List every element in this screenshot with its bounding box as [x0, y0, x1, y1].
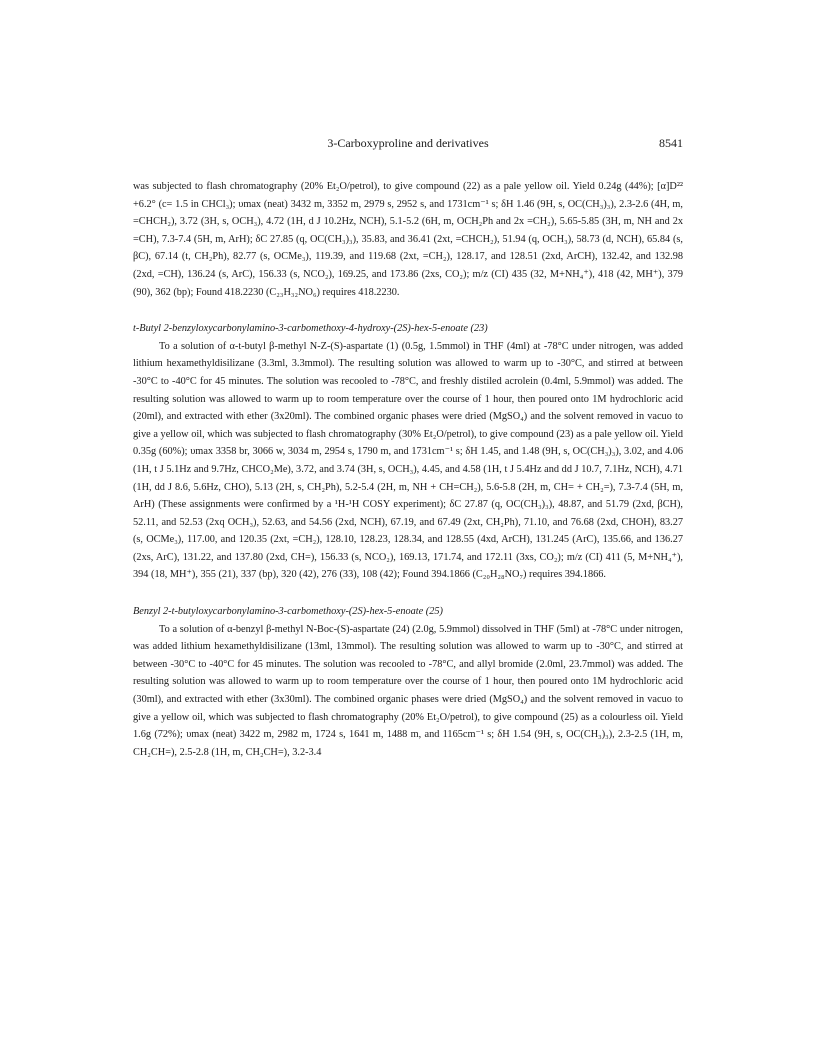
section-heading-compound-25: Benzyl 2-t-butyloxycarbonylamino-3-carbomethoxy-(2S)-hex-5-enoate (25)	[133, 606, 443, 618]
page-number: 8541	[659, 136, 683, 150]
running-title: 3-Carboxyproline and derivatives	[327, 136, 489, 150]
experimental-paragraph-compound-25: To a solution of α-benzyl β-methyl N-Boc-(S)-aspartate (24) (2.0g, 5.9mmol) dissolved in THF (5ml) at -78°C under nitrogen, was added lithium hexamethyldisilizane (13ml, 13mmol). The resulting solution was allowed to warm up to -30°C, and stirred at between -30°C to -40°C for 45 minutes. The solution was recooled to -78°C, and allyl bromide (2.0ml, 23.7mmol) was added. The resulting solution was allowed to warm up to room temperature over the course of 1 hour, then poured onto 1M hydrochloric acid (30ml), and extracted with ether (3x30ml). The combined organic phases were dried (MgSO₄) and the solvent removed in vacuo to give a yellow oil, which was subjected to flash chromatography (20% Et₂O/petrol), to give compound (25) as a colourless oil. Yield 1.6g (72%); υmax (neat) 3422 m, 2982 m, 1724 s, 1641 m, 1488 m, and 1165cm⁻¹ s; δH 1.54 (9H, s, OC(CH₃)₃), 2.3-2.5 (1H, m, CH₂CH=), 2.5-2.8 (1H, m, CH₂CH=), 3.2-3.4	[133, 623, 683, 758]
experimental-paragraph-compound-23: To a solution of α-t-butyl β-methyl N-Z-(S)-aspartate (1) (0.5g, 1.5mmol) in THF (4ml) at -78°C under nitrogen, was added lithium hexamethyldisilizane (3.3ml, 3.3mmol). The resulting solution was allowed to warm up to -30°C, and stirred at between -30°C to -40°C for 45 minutes. The solution was recooled to -78°C, and freshly distiled acrolein (0.4ml, 5.9mmol) was added. The resulting solution was allowed to warm up to room temperature over the course of 1 hour, then poured onto 1M hydrochloric acid (20ml), and extracted with ether (3x20ml). The combined organic phases were dried (MgSO₄) and the solvent removed in vacuo to give a yellow oil, which was subjected to flash chromatography (30% Et₂O/petrol), to give compound (23) as a pale yellow oil. Yield 0.35g (60%); υmax 3358 br, 3066 w, 3034 m, 2954 s, 1790 m, and 1731cm⁻¹ s; δH 1.45, and 1.48 (9H, s, OC(CH₃)₃), 3.02, and 4.06 (1H, t J 5.1Hz and 9.7Hz, CHCO₂Me), 3.72, and 3.74 (3H, s, OCH₃), 4.45, and 4.58 (1H, t J 5.4Hz and dd J 10.7, 7.1Hz, NCH), 4.71 (1H, dd J 8.6, 5.6Hz, CHO), 5.13 (2H, s, CH₂Ph), 5.2-5.4 (2H, m, NH + CH=CH₂), 5.6-5.8 (2H, m, CH= + CH₂=), 7.3-7.4 (5H, m, ArH) (These assignments were confirmed by a ¹H-¹H COSY experiment); δC 27.87 (q, OC(CH₃)₃), 48.87, and 51.79 (2xd, βCH), 52.11, and 52.53 (2xq OCH₃), 52.63, and 54.56 (2xd, NCH), 67.19, and 67.49 (2xt, CH₂Ph), 71.10, and 76.68 (2xd, CHOH), 83.27 (s, OCMe₃), 117.00, and 120.35 (2xt, =CH₂), 128.10, 128.23, 128.34, and 128.55 (4xd, ArCH), 131.245 (ArC), 135.66, and 136.27 (2xs, ArC), 131.22, and 137.80 (2xd, CH=), 156.33 (s, NCO₂), 169.13, 171.74, and 172.11 (3xs, CO₂); m/z (CI) 411 (5, M+NH₄⁺), 394 (18, MH⁺), 355 (21), 337 (bp), 320 (42), 276 (33), 108 (42); Found 394.1866 (C₂₀H₂₈NO₇) requires 394.1866.	[133, 340, 683, 581]
carryover-paragraph: was subjected to flash chromatography (20% Et₂O/petrol), to give compound (22) as a pale yellow oil. Yield 0.24g (44%); [α]D²² +6.2° (c= 1.5 in CHCl₃); υmax (neat) 3432 m, 3352 m, 2979 s, 2952 s, and 1731cm⁻¹ s; δH 1.46 (9H, s, OC(CH₃)₃), 2.3-2.6 (4H, m, =CHCH₂), 3.72 (3H, s, OCH₃), 4.72 (1H, d J 10.2Hz, NCH), 5.1-5.2 (6H, m, OCH₂Ph and 2x =CH₂), 5.65-5.85 (3H, m, NH and 2x =CH), 7.3-7.4 (5H, m, ArH); δC 27.85 (q, OC(CH₃)₃), 35.83, and 36.41 (2xt, =CHCH₂), 51.94 (q, OCH₃), 58.73 (d, NCH), 65.84 (s, βC), 67.14 (t, CH₂Ph), 82.77 (s, OCMe₃), 119.39, and 119.68 (2xt, =CH₂), 128.17, and 128.51 (2xd, ArCH), 132.42, and 132.98 (2xd, =CH), 136.24 (s, ArC), 156.33 (s, NCO₂), 169.25, and 173.86 (2xs, CO₂); m/z (CI) 435 (32, M+NH₄⁺), 418 (42, MH⁺), 379 (90), 362 (bp); Found 418.2230 (C₂₃H₃₂NO₆) requires 418.2230.	[133, 181, 683, 298]
article-body	[133, 178, 683, 761]
section-heading-compound-23: t-Butyl 2-benzyloxycarbonylamino-3-carbomethoxy-4-hydroxy-(2S)-hex-5-enoate (23)	[133, 323, 488, 335]
running-head	[133, 136, 683, 152]
